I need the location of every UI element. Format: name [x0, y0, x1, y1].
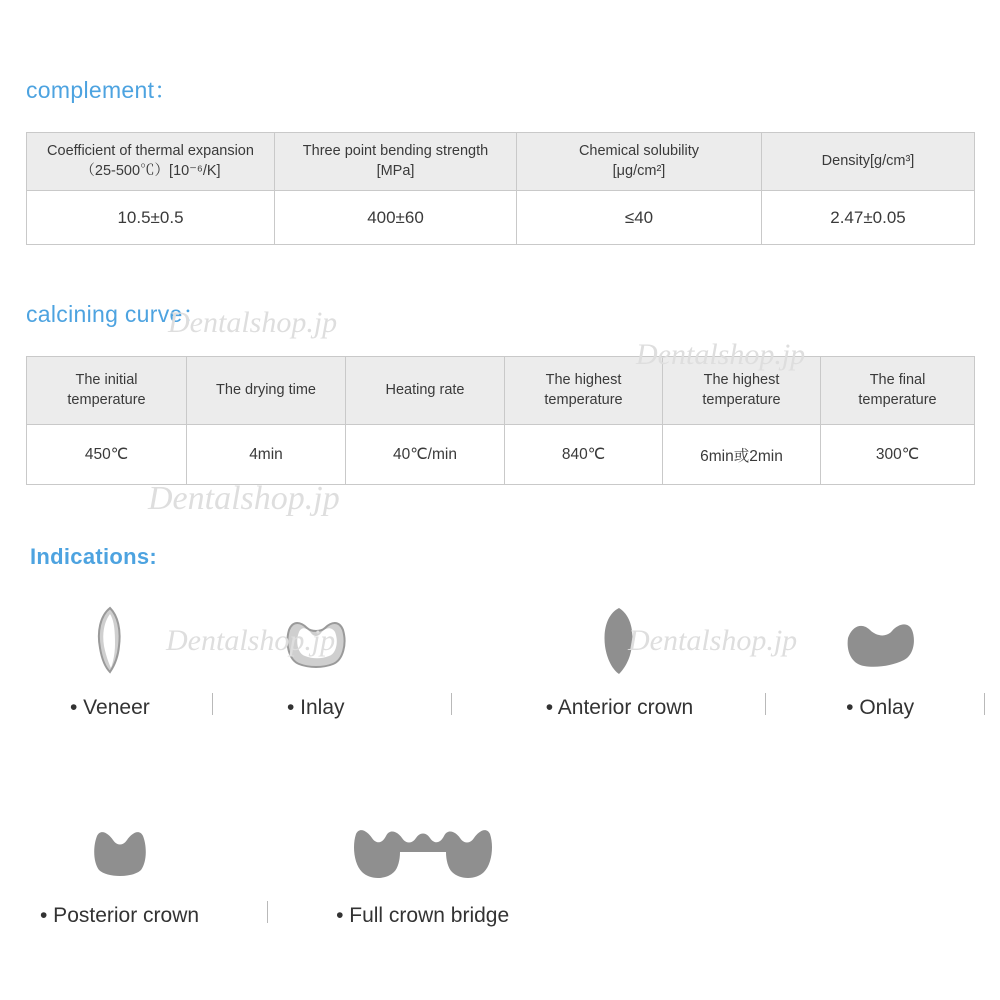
- header-line-1: The final: [869, 371, 926, 388]
- indications-row-1: [70, 604, 985, 720]
- table-cell: 40℃/min: [346, 425, 505, 485]
- indication-item-onlay: [838, 604, 922, 720]
- table-cell: 6min或2min: [663, 425, 821, 485]
- table-cell: 840℃: [505, 425, 663, 485]
- header-line-1: The initial: [75, 371, 138, 388]
- indication-item-posterior-crown: [40, 812, 199, 928]
- table-header-cell: [27, 357, 187, 425]
- header-line-2: [MPa]: [376, 162, 415, 179]
- header-line-2: [μg/cm²]: [612, 162, 666, 179]
- table-header-cell: [27, 133, 275, 191]
- table-cell: 2.47±0.05: [762, 191, 975, 245]
- anterior-crown-icon: [591, 604, 647, 676]
- watermark: Dentalshop.jp: [168, 306, 338, 339]
- indication-label: • Full crown bridge: [336, 904, 510, 927]
- full-crown-bridge-icon: [348, 812, 498, 884]
- table-header-cell: [187, 357, 346, 425]
- table-header-row: [27, 357, 975, 425]
- page-title-indications: Indications:: [30, 544, 158, 569]
- header-line-2: temperature: [544, 391, 623, 408]
- header-line-1: Chemical solubility: [578, 142, 700, 159]
- table-header-cell: [762, 133, 975, 191]
- table-cell: 300℃: [821, 425, 975, 485]
- indication-label: • Onlay: [846, 696, 915, 719]
- indication-label: • Inlay: [286, 696, 345, 719]
- indication-label: • Anterior crown: [545, 696, 694, 719]
- onlay-icon: [838, 604, 922, 676]
- table-cell: 450℃: [27, 425, 187, 485]
- table-cell: 4min: [187, 425, 346, 485]
- indication-label: • Veneer: [70, 696, 150, 719]
- page-title-complement: complement：: [26, 77, 178, 103]
- table-header-cell: [275, 133, 517, 191]
- table-cell: 400±60: [275, 191, 517, 245]
- inlay-icon: [275, 604, 357, 676]
- header-line-1: Coefficient of thermal expansion: [47, 142, 254, 159]
- table-cell: 10.5±0.5: [27, 191, 275, 245]
- table-header-cell: [663, 357, 821, 425]
- separator: [984, 693, 985, 715]
- header-line-1: The drying time: [216, 381, 316, 398]
- header-line-2: temperature: [67, 391, 146, 408]
- header-line-2: temperature: [702, 391, 781, 408]
- page-title-calcining-curve: calcining curve：: [26, 301, 206, 327]
- indication-item-full-crown-bridge: [336, 812, 509, 928]
- table-header-row: [27, 133, 975, 191]
- indication-label: • Posterior crown: [40, 904, 200, 927]
- table-row: [27, 191, 975, 245]
- header-line-1: The highest: [703, 371, 780, 388]
- indication-item-veneer: [70, 604, 150, 720]
- header-line-1: The highest: [545, 371, 622, 388]
- complement-table: [26, 132, 975, 245]
- header-line-2: temperature: [858, 391, 937, 408]
- watermark: Dentalshop.jp: [628, 624, 798, 657]
- header-line-1: Density[g/cm³]: [821, 152, 915, 169]
- table-header-cell: [346, 357, 505, 425]
- separator: [765, 693, 766, 715]
- indication-item-inlay: [275, 604, 357, 720]
- header-line-2: （25-500℃）[10⁻⁶/K]: [80, 162, 221, 179]
- table-header-cell: [821, 357, 975, 425]
- indication-item-anterior-crown: [546, 604, 693, 720]
- indications-row-2: [40, 812, 509, 928]
- header-line-1: Three point bending strength: [302, 142, 489, 159]
- separator: [267, 901, 268, 923]
- table-header-cell: [505, 357, 663, 425]
- table-cell: ≤40: [517, 191, 762, 245]
- table-header-cell: [517, 133, 762, 191]
- watermark: Dentalshop.jp: [166, 624, 336, 657]
- watermark: Dentalshop.jp: [148, 480, 340, 517]
- watermark: Dentalshop.jp: [636, 338, 806, 371]
- header-line-1: Heating rate: [385, 381, 465, 398]
- calcining-curve-table: [26, 356, 975, 485]
- posterior-crown-icon: [83, 812, 157, 884]
- separator: [451, 693, 452, 715]
- table-row: [27, 425, 975, 485]
- veneer-icon: [80, 604, 140, 676]
- separator: [212, 693, 213, 715]
